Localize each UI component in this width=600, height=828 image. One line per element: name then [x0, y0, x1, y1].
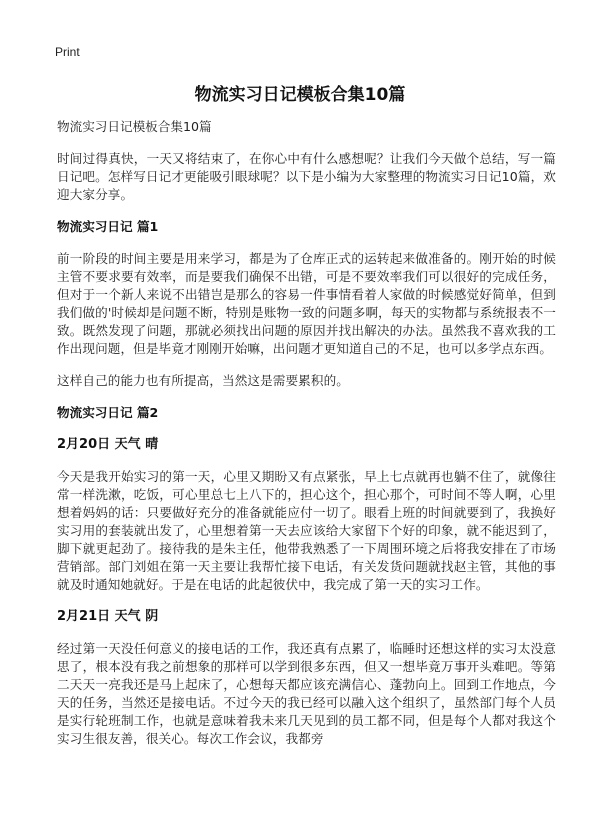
intro-paragraph: 时间过得真快，一天又将结束了，在你心中有什么感想呢？让我们今天做个总结，写一篇日记吧。怎样写日记才更能吸引眼球呢？以下是小编为大家整理的物流实习日记10篇，欢迎大家分享。 — [57, 151, 556, 202]
diary-date-heading-2: 2月21日 天气 阴 — [57, 609, 159, 624]
print-link[interactable]: Print — [55, 45, 80, 59]
section1-paragraph-2: 这样自己的能力也有所提高，当然这是需要累积的。 — [57, 373, 349, 388]
document-title: 物流实习日记模板合集10篇 — [194, 85, 406, 105]
diary-entry-1: 今天是我开始实习的第一天，心里又期盼又有点紧张，早上七点就再也躺不住了，就像往常一样洗漱，吃饭，可心里总七上八下的，担心这个，担心那个，可时间不等人啊，心里想着妈妈的话：只要做好充分的准备就能应付一切了。眼看上班的时间就要到了，我换好实习用的套装就出发了，心里想着第一天去应该给大家留下个好的印象，就不能迟到了，脚下就更起劲了。接待我的是朱主任，他带我熟悉了一下周围环境之后将我安排在了市场营销部。部门刘姐在第一天主要让我帮忙接下电话，有关发货问题就找赵主管，其他的事就及时通知她就好。于是在电话的此起彼伏中，我完成了第一天的实习工作。 — [57, 469, 556, 592]
section1-paragraph-1: 前一阶段的时间主要是用来学习，都是为了仓库正式的运转起来做准备的。刚开始的时候主管不要求要有效率，而是要我们确保不出错，可是不要效率我们可以很好的完成任务，但对于一个新人来说不出错岂是那么的容易一件事情看着人家做的时候感觉好简单，但到我们做的'时候却是问题不断，特别是账物一致的问题多啊，每天的实物都与系统报表不一致。既然发现了问题，那就必须找出问题的原因并找出解决的办法。虽然我不喜欢我的工作出现问题，但是毕竟才刚刚开始嘛，出问题才更知道自己的不足，也可以多学点东西。 — [57, 251, 556, 356]
document-subtitle: 物流实习日记模板合集10篇 — [57, 119, 212, 134]
diary-date-heading-1: 2月20日 天气 晴 — [57, 437, 159, 452]
section-heading-2: 物流实习日记 篇2 — [57, 405, 159, 420]
diary-entry-2: 经过第一天没任何意义的接电话的工作，我还真有点累了，临睡时还想这样的实习太没意思了，根本没有我之前想象的那样可以学到很多东西，但又一想毕竟万事开头难吧。等第二天天一亮我还是马上起床了，心想每天都应该充满信心、蓬勃向上。回到工作地点，今天的任务，当然还是接电话。不过今天的我已经可以融入这个组织了，虽然部门每个人员是实行轮班制工作，也就是意味着我未来几天见到的员工都不同，但是每个人都对我这个实习生很友善，很关心。每次工作会议，我都旁 — [57, 641, 556, 746]
section-heading-1: 物流实习日记 篇1 — [57, 219, 159, 234]
document-body — [57, 118, 556, 762]
